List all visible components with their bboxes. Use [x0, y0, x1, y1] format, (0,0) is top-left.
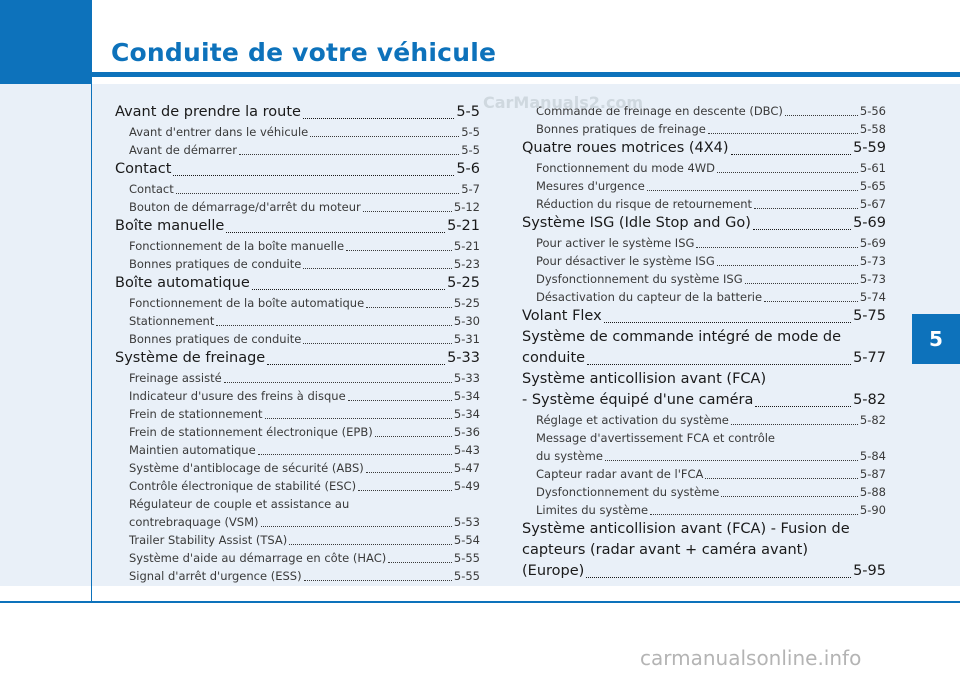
dot-leader	[289, 544, 452, 545]
toc-entry-title: Réglage et activation du système	[536, 413, 729, 427]
dot-leader	[754, 208, 858, 209]
toc-entry-page: 5-53	[453, 515, 480, 529]
chapter-tab[interactable]: 5	[912, 314, 960, 364]
toc-subsection-entry[interactable]	[522, 159, 886, 177]
dot-leader	[304, 580, 452, 581]
toc-entry-page: 5-33	[453, 371, 480, 385]
toc-entry-title: Système d'antiblocage de sécurité (ABS)	[129, 461, 364, 475]
dot-leader	[708, 133, 858, 134]
toc-entry-title: Signal d'arrêt d'urgence (ESS)	[129, 569, 302, 583]
toc-subsection-entry[interactable]	[522, 195, 886, 213]
toc-subsection-entry[interactable]	[115, 513, 480, 531]
toc-entry-title: Bouton de démarrage/d'arrêt du moteur	[129, 200, 361, 214]
title-rule	[92, 72, 960, 77]
toc-entry-page: 5-21	[453, 239, 480, 253]
watermark: CarManuals2.com	[483, 93, 644, 112]
toc-entry-title: Frein de stationnement	[129, 407, 263, 421]
toc-entry-title: Avant de prendre la route	[115, 104, 301, 120]
toc-subsection-entry[interactable]	[115, 123, 480, 141]
toc-right-column	[522, 102, 886, 582]
toc-entry-title: Réduction du risque de retournement	[536, 197, 753, 211]
dot-leader	[226, 232, 445, 233]
toc-section-entry[interactable]	[115, 216, 480, 237]
toc-subsection-title[interactable]: Message d'avertissement FCA et contrôle	[536, 431, 776, 445]
toc-entry-page: 5-67	[859, 197, 886, 211]
toc-subsection-entry[interactable]	[115, 459, 480, 477]
dot-leader	[731, 424, 858, 425]
toc-entry-title: - Système équipé d'une caméra	[522, 392, 754, 408]
toc-entry-title: Avant d'entrer dans le véhicule	[129, 125, 309, 139]
dot-leader	[252, 289, 445, 290]
toc-entry-page: 5-34	[453, 389, 480, 403]
toc-entry-title: Boîte automatique	[115, 275, 250, 291]
dot-leader	[261, 526, 452, 527]
dot-leader	[745, 283, 858, 284]
toc-entry-title: Pour activer le système ISG	[536, 236, 695, 250]
toc-entry-page: 5-74	[859, 290, 886, 304]
toc-entry-title: Stationnement	[129, 314, 215, 328]
toc-subsection-entry[interactable]	[522, 120, 886, 138]
toc-entry-page: 5-82	[853, 392, 886, 408]
toc-entry-page: 5-25	[453, 296, 480, 310]
toc-section-entry[interactable]	[522, 306, 886, 327]
toc-section-entry[interactable]	[522, 138, 886, 159]
toc-section-title[interactable]: Système de commande intégré de mode de	[522, 329, 842, 345]
dot-leader	[705, 478, 858, 479]
toc-entry-title: Fonctionnement de la boîte manuelle	[129, 239, 345, 253]
dot-leader	[303, 118, 454, 119]
toc-entry-page: 5-6	[456, 161, 480, 177]
dot-leader	[346, 250, 452, 251]
dot-leader	[258, 454, 452, 455]
toc-subsection-entry[interactable]	[522, 501, 886, 519]
dot-leader	[696, 247, 857, 248]
dot-leader	[366, 307, 452, 308]
toc-entry-page: 5-7	[461, 182, 480, 196]
toc-entry-page: 5-43	[453, 443, 480, 457]
toc-entry-title: Bonnes pratiques de conduite	[129, 332, 302, 346]
toc-subsection-entry[interactable]	[115, 423, 480, 441]
toc-entry-title: Système ISG (Idle Stop and Go)	[522, 215, 751, 231]
left-rule	[91, 84, 92, 602]
toc-subsection-entry[interactable]	[522, 411, 886, 429]
toc-subsection-entry[interactable]	[115, 237, 480, 255]
toc-entry-title: Bonnes pratiques de freinage	[536, 122, 706, 136]
toc-section-entry[interactable]	[115, 273, 480, 294]
toc-subsection-entry[interactable]	[115, 477, 480, 495]
toc-entry-title: Trailer Stability Assist (TSA)	[129, 533, 288, 547]
toc-subsection-entry[interactable]	[522, 270, 886, 288]
toc-subsection-entry[interactable]	[522, 234, 886, 252]
toc-subsection-entry[interactable]	[522, 447, 886, 465]
toc-entry-title: conduite	[522, 350, 586, 366]
toc-subsection-title[interactable]: Régulateur de couple et assistance au	[129, 497, 350, 511]
toc-entry-title: Système d'aide au démarrage en côte (HAC)	[129, 551, 387, 565]
dot-leader	[310, 136, 459, 137]
dot-leader	[604, 322, 851, 323]
toc-entry-page: 5-59	[853, 140, 886, 156]
dot-leader	[785, 115, 858, 116]
toc-entry-page: 5-21	[447, 218, 480, 234]
toc-entry-page: 5-5	[461, 125, 480, 139]
toc-entry-title: Dysfonctionnement du système	[536, 485, 720, 499]
toc-entry-page: 5-58	[859, 122, 886, 136]
toc-subsection-entry[interactable]	[522, 483, 886, 501]
toc-entry-page: 5-55	[453, 551, 480, 565]
dot-leader	[650, 514, 858, 515]
dot-leader	[586, 577, 851, 578]
toc-entry-page: 5-95	[853, 563, 886, 579]
dot-leader	[267, 364, 445, 365]
toc-subsection-entry[interactable]	[115, 180, 480, 198]
dot-leader	[755, 406, 851, 407]
page-title: Conduite de votre véhicule	[111, 38, 497, 67]
toc-section-entry[interactable]	[115, 348, 480, 369]
dot-leader	[358, 490, 452, 491]
toc-entry-page: 5-61	[859, 161, 886, 175]
toc-entry-page: 5-54	[453, 533, 480, 547]
toc-entry-title: Fonctionnement du mode 4WD	[536, 161, 716, 175]
dot-leader	[375, 436, 452, 437]
toc-entry-title: Système de freinage	[115, 350, 266, 366]
footer-watermark: carmanualsonline.info	[640, 646, 862, 670]
toc-entry-title: Fonctionnement de la boîte automatique	[129, 296, 365, 310]
toc-entry-page: 5-73	[859, 272, 886, 286]
toc-entry-title: Pour désactiver le système ISG	[536, 254, 715, 268]
toc-entry-page: 5-75	[853, 308, 886, 324]
bottom-rule	[0, 601, 960, 603]
toc-entry-title: Contact	[129, 182, 174, 196]
toc-entry-title: contrebraquage (VSM)	[129, 515, 259, 529]
toc-entry-page: 5-47	[453, 461, 480, 475]
dot-leader	[348, 400, 452, 401]
toc-entry-page: 5-69	[853, 215, 886, 231]
dot-leader	[303, 343, 452, 344]
dot-leader	[363, 211, 452, 212]
toc-entry-title: Commande de freinage en descente (DBC)	[536, 104, 783, 118]
dot-leader	[587, 364, 851, 365]
toc-section-title[interactable]: capteurs (radar avant + caméra avant)	[522, 542, 808, 558]
dot-leader	[731, 154, 852, 155]
toc-left-column	[115, 102, 480, 585]
toc-entry-title: Indicateur d'usure des freins à disque	[129, 389, 346, 403]
toc-subsection-entry[interactable]	[115, 312, 480, 330]
toc-entry-page: 5-36	[453, 425, 480, 439]
toc-entry-page: 5-23	[453, 257, 480, 271]
toc-subsection-entry[interactable]	[115, 549, 480, 567]
toc-entry-title: Contrôle électronique de stabilité (ESC)	[129, 479, 357, 493]
toc-entry-title: Mesures d'urgence	[536, 179, 645, 193]
dot-leader	[176, 193, 459, 194]
header-accent-block	[0, 0, 92, 84]
dot-leader	[239, 154, 459, 155]
toc-subsection-entry[interactable]	[115, 141, 480, 159]
toc-section-entry[interactable]	[522, 390, 886, 411]
toc-entry-title: Dysfonctionnement du système ISG	[536, 272, 743, 286]
toc-entry-page: 5-73	[859, 254, 886, 268]
toc-entry-page: 5-77	[853, 350, 886, 366]
toc-section-title[interactable]: Système anticollision avant (FCA)	[522, 371, 767, 387]
toc-entry-title: Limites du système	[536, 503, 649, 517]
toc-entry-title: (Europe)	[522, 563, 585, 579]
toc-entry-title: Quatre roues motrices (4X4)	[522, 140, 729, 156]
toc-entry-page: 5-5	[456, 104, 480, 120]
toc-entry-title: Contact	[115, 161, 172, 177]
dot-leader	[224, 382, 452, 383]
dot-leader	[303, 268, 452, 269]
toc-section-entry[interactable]	[522, 348, 886, 369]
toc-subsection-entry[interactable]	[115, 330, 480, 348]
dot-leader	[265, 418, 452, 419]
toc-entry-page: 5-34	[453, 407, 480, 421]
dot-leader	[721, 496, 858, 497]
toc-entry-title: Frein de stationnement électronique (EPB)	[129, 425, 373, 439]
toc-subsection-entry[interactable]	[115, 255, 480, 273]
toc-section-title[interactable]: Système anticollision avant (FCA) - Fusion de	[522, 521, 850, 537]
dot-leader	[173, 175, 454, 176]
toc-entry-page: 5-90	[859, 503, 886, 517]
dot-leader	[605, 460, 858, 461]
toc-subsection-entry[interactable]	[115, 405, 480, 423]
toc-entry-page: 5-82	[859, 413, 886, 427]
toc-entry-title: Avant de démarrer	[129, 143, 237, 157]
toc-entry-title: Bonnes pratiques de conduite	[129, 257, 302, 271]
dot-leader	[764, 301, 858, 302]
toc-subsection-entry[interactable]	[522, 465, 886, 483]
toc-entry-title: Capteur radar avant de l'FCA	[536, 467, 704, 481]
dot-leader	[388, 562, 452, 563]
toc-section-entry[interactable]	[522, 213, 886, 234]
toc-subsection-entry[interactable]	[115, 387, 480, 405]
toc-entry-page: 5-25	[447, 275, 480, 291]
toc-subsection-entry[interactable]	[115, 441, 480, 459]
toc-entry-title: Volant Flex	[522, 308, 602, 324]
toc-entry-page: 5-12	[453, 200, 480, 214]
toc-entry-page: 5-33	[447, 350, 480, 366]
toc-entry-page: 5-87	[859, 467, 886, 481]
dot-leader	[647, 190, 858, 191]
toc-entry-page: 5-56	[859, 104, 886, 118]
toc-section-entry[interactable]	[522, 561, 886, 582]
toc-subsection-entry[interactable]	[115, 369, 480, 387]
toc-entry-title: Boîte manuelle	[115, 218, 225, 234]
toc-entry-title: Désactivation du capteur de la batterie	[536, 290, 763, 304]
toc-entry-page: 5-30	[453, 314, 480, 328]
toc-entry-page: 5-69	[859, 236, 886, 250]
toc-section-entry[interactable]	[115, 102, 480, 123]
dot-leader	[717, 265, 858, 266]
toc-subsection-entry[interactable]	[115, 294, 480, 312]
toc-section-entry[interactable]	[115, 159, 480, 180]
dot-leader	[366, 472, 452, 473]
toc-subsection-entry[interactable]	[522, 177, 886, 195]
toc-entry-title: Freinage assisté	[129, 371, 222, 385]
toc-subsection-entry[interactable]	[115, 198, 480, 216]
toc-entry-page: 5-55	[453, 569, 480, 583]
toc-entry-page: 5-88	[859, 485, 886, 499]
toc-entry-page: 5-5	[461, 143, 480, 157]
toc-entry-page: 5-49	[453, 479, 480, 493]
dot-leader	[753, 229, 851, 230]
toc-entry-page: 5-65	[859, 179, 886, 193]
toc-entry-title: Maintien automatique	[129, 443, 256, 457]
toc-entry-page: 5-31	[453, 332, 480, 346]
toc-subsection-entry[interactable]	[522, 252, 886, 270]
toc-subsection-entry[interactable]	[115, 567, 480, 585]
toc-entry-title: du système	[536, 449, 603, 463]
dot-leader	[216, 325, 452, 326]
toc-subsection-entry[interactable]	[522, 288, 886, 306]
dot-leader	[717, 172, 858, 173]
toc-entry-page: 5-84	[859, 449, 886, 463]
toc-subsection-entry[interactable]	[115, 531, 480, 549]
